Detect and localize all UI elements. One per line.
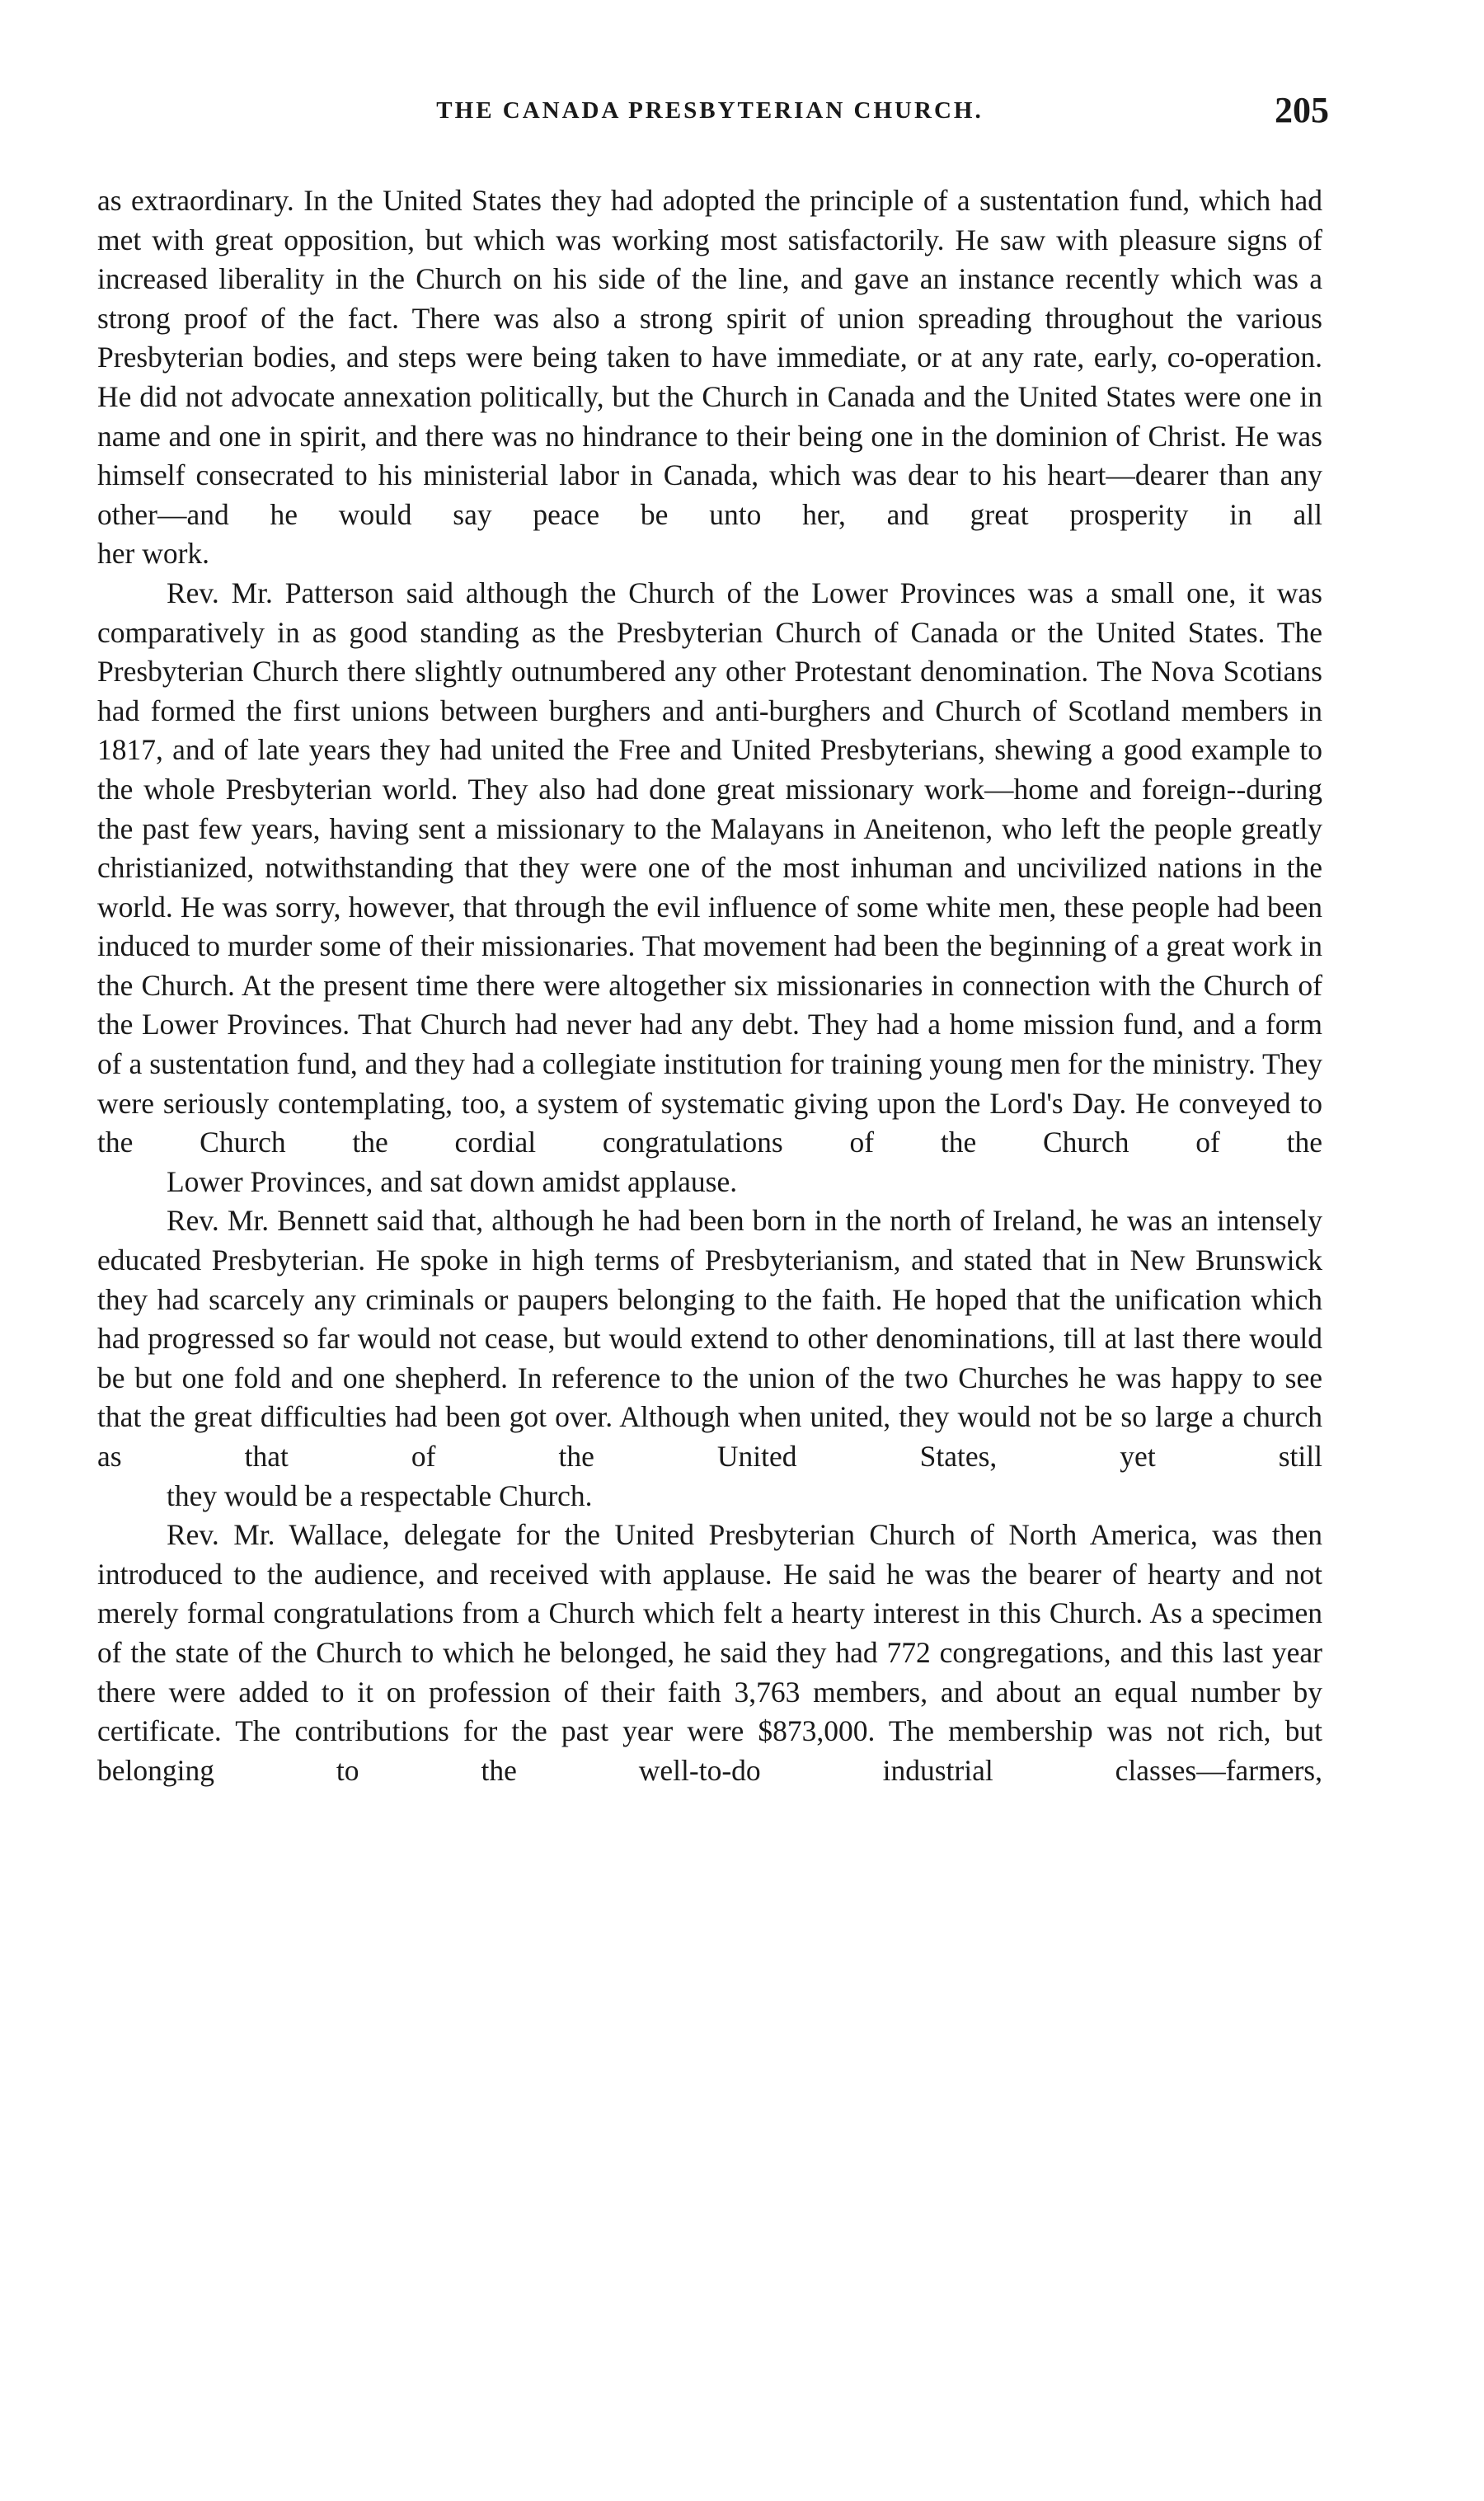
paragraph-body: Rev. Mr. Wallace, delegate for the United Presbyterian Church of North America, was then introduced to the audience, and received with applause. He said he was the bearer of hearty and not merely formal congratulations from a Church which felt a hearty interest in this Church. As a specimen of the state of the Church to which he belonged, he said they had 772 congregations, and this last year there were added to it on profession of their faith 3,763 members, and about an equal number by certificate. The contributions for the past year were $873,000. The membership was not rich, but belonging to the well-to-do industrial classes—farmers, [97,1518,1322,1787]
paragraph-wallace [97,1516,1322,1790]
running-head [97,90,1329,150]
paragraph-body: Rev. Mr. Bennett said that, although he had been born in the north of Ireland, he was an intensely educated Presbyterian. He spoke in high terms of Presbyterianism, and stated that in New Brunswick they had scarcely any criminals or paupers belonging to the faith. He hoped that the unification which had progressed so far would not cease, but would extend to other denominations, till at last there would be but one fold and one shepherd. In reference to the union of the two Churches he was happy to see that the great difficulties had been got over. Although when united, they would not be so large a church as that of the United States, yet still [97,1204,1322,1473]
paragraph-bennett [97,1201,1322,1516]
page-number: 205 [1275,90,1329,130]
paragraph-continued [97,181,1322,574]
paragraph-last-line: Lower Provinces, and sat down amidst applause. [167,1164,738,1198]
paragraph-body: Rev. Mr. Patterson said although the Church of the Lower Provinces was a small one, it was comparatively in as good standing as the Presbyterian Church of Canada or the United States. The Presbyterian Church there slightly outnumbered any other Protestant denomination. The Nova Scotians had formed the first unions between burghers and anti-burghers and Church of Scotland members in 1817, and of late years they had united the Free and United Presbyterians, shewing a good example to the whole Presbyterian world. They also had done great missionary work—home and foreign--during the past few years, having sent a missionary to the Malayans in Aneitenon, who left the people greatly christianized, notwithstanding that they were one of the most inhuman and uncivilized nations in the world. He was sorry, however, that through the evil influence of some white men, these people had been induced to murder some of their missionaries. That movement had been the beginning of a great work in the Church. At the present time there were altogether six missionaries in connection with the Church of the Lower Provinces. That Church had never had any debt. They had a home mission fund, and a form of a sustentation fund, and they had a collegiate institution for training young men for the ministry. They were seriously contemplating, too, a system of systematic giving upon the Lord's Day. He conveyed to the Church the cordial congratulations of the Church of the [97,576,1322,1159]
running-title: THE CANADA PRESBYTERIAN CHURCH. [436,97,984,124]
book-page [97,90,1329,1790]
paragraph-last-line: they would be a respectable Church. [167,1479,593,1512]
paragraph-body: as extraordinary. In the United States they had adopted the principle of a sustentation fund, which had met with great opposition, but which was working most satisfactorily. He saw with pleasure signs of increased liberality in the Church on his side of the line, and gave an instance recently which was a strong proof of the fact. There was also a strong spirit of union spreading throughout the various Presbyterian bodies, and steps were being taken to have immediate, or at any rate, early, co-operation. He did not advocate annexation politically, but the Church in Canada and the United States were one in name and one in spirit, and there was no hindrance to their being one in the dominion of Christ. He was himself consecrated to his ministerial labor in Canada, which was dear to his heart—dearer than any other—and he would say peace be unto her, and great prosperity in all [97,184,1322,531]
paragraph-last-line: her work. [97,537,210,571]
paragraph-patterson [97,574,1322,1202]
